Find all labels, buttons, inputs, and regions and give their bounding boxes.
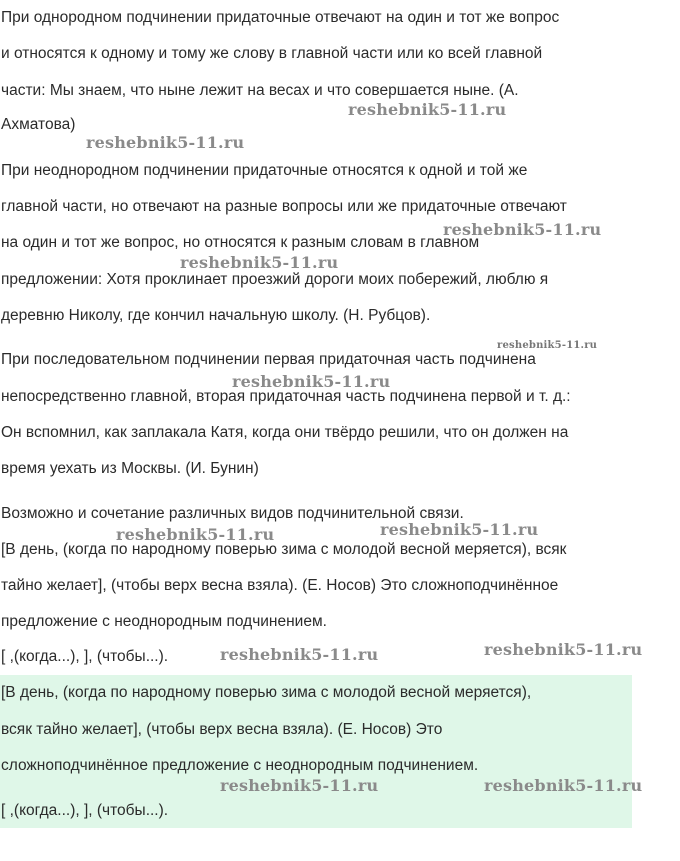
text-line: [В день, (когда по народному поверью зима с молодой весной меряется), всяк <box>1 541 567 558</box>
watermark: reshebnik5-11.ru <box>380 520 539 539</box>
text-line: При однородном подчинении придаточные отвечают на один и тот же вопрос <box>1 9 560 26</box>
text-line: предложении: Хотя проклинает проезжий дороги моих побережий, люблю я <box>1 271 549 288</box>
watermark: reshebnik5-11.ru <box>232 372 391 391</box>
text-line: предложение с неоднородным подчинением. <box>1 613 327 630</box>
text-line: Возможно и сочетание различных видов подчинительной связи. <box>1 505 464 522</box>
text-line: время уехать из Москвы. (И. Бунин) <box>1 460 259 477</box>
watermark: reshebnik5-11.ru <box>497 340 598 351</box>
text-line: сложноподчинённое предложение с неоднородным подчинением. <box>1 757 479 774</box>
text-line: Ахматова) <box>1 116 76 133</box>
watermark: reshebnik5-11.ru <box>116 525 275 544</box>
watermark: reshebnik5-11.ru <box>86 133 245 152</box>
text-line: непосредственно главной, вторая придаточная часть подчинена первой и т. д.: <box>1 388 571 405</box>
watermark: reshebnik5-11.ru <box>220 776 379 795</box>
text-line: всяк тайно желает], (чтобы верх весна взяла). (Е. Носов) Это <box>1 721 443 738</box>
text-line: на один и тот же вопрос, но относятся к разным словам в главном <box>1 234 480 251</box>
watermark: reshebnik5-11.ru <box>484 640 643 659</box>
scheme-line: [ ,(когда...), ], (чтобы...). <box>1 648 169 665</box>
watermark: reshebnik5-11.ru <box>220 645 379 664</box>
text-line: части: Мы знаем, что ныне лежит на весах и что совершается ныне. (А. <box>1 82 519 99</box>
text-line: При последовательном подчинении первая придаточная часть подчинена <box>1 351 536 368</box>
text-line: [В день, (когда по народному поверью зима с молодой весной меряется), <box>1 684 532 701</box>
watermark: reshebnik5-11.ru <box>180 253 339 272</box>
scheme-line: [ ,(когда...), ], (чтобы...). <box>1 802 169 819</box>
watermark: reshebnik5-11.ru <box>443 220 602 239</box>
text-line: При неоднородном подчинении придаточные относятся к одной и той же <box>1 162 528 179</box>
watermark: reshebnik5-11.ru <box>484 776 643 795</box>
watermark: reshebnik5-11.ru <box>348 100 507 119</box>
text-line: тайно желает], (чтобы верх весна взяла). (Е. Носов) Это сложноподчинённое <box>1 577 559 594</box>
text-line: главной части, но отвечают на разные вопросы или же придаточные отвечают <box>1 198 567 215</box>
text-line: и относятся к одному и тому же слову в главной части или ко всей главной <box>1 45 543 62</box>
text-line: деревню Николу, где кончил начальную школу. (Н. Рубцов). <box>1 307 431 324</box>
text-line: Он вспомнил, как заплакала Катя, когда они твёрдо решили, что он должен на <box>1 424 569 441</box>
